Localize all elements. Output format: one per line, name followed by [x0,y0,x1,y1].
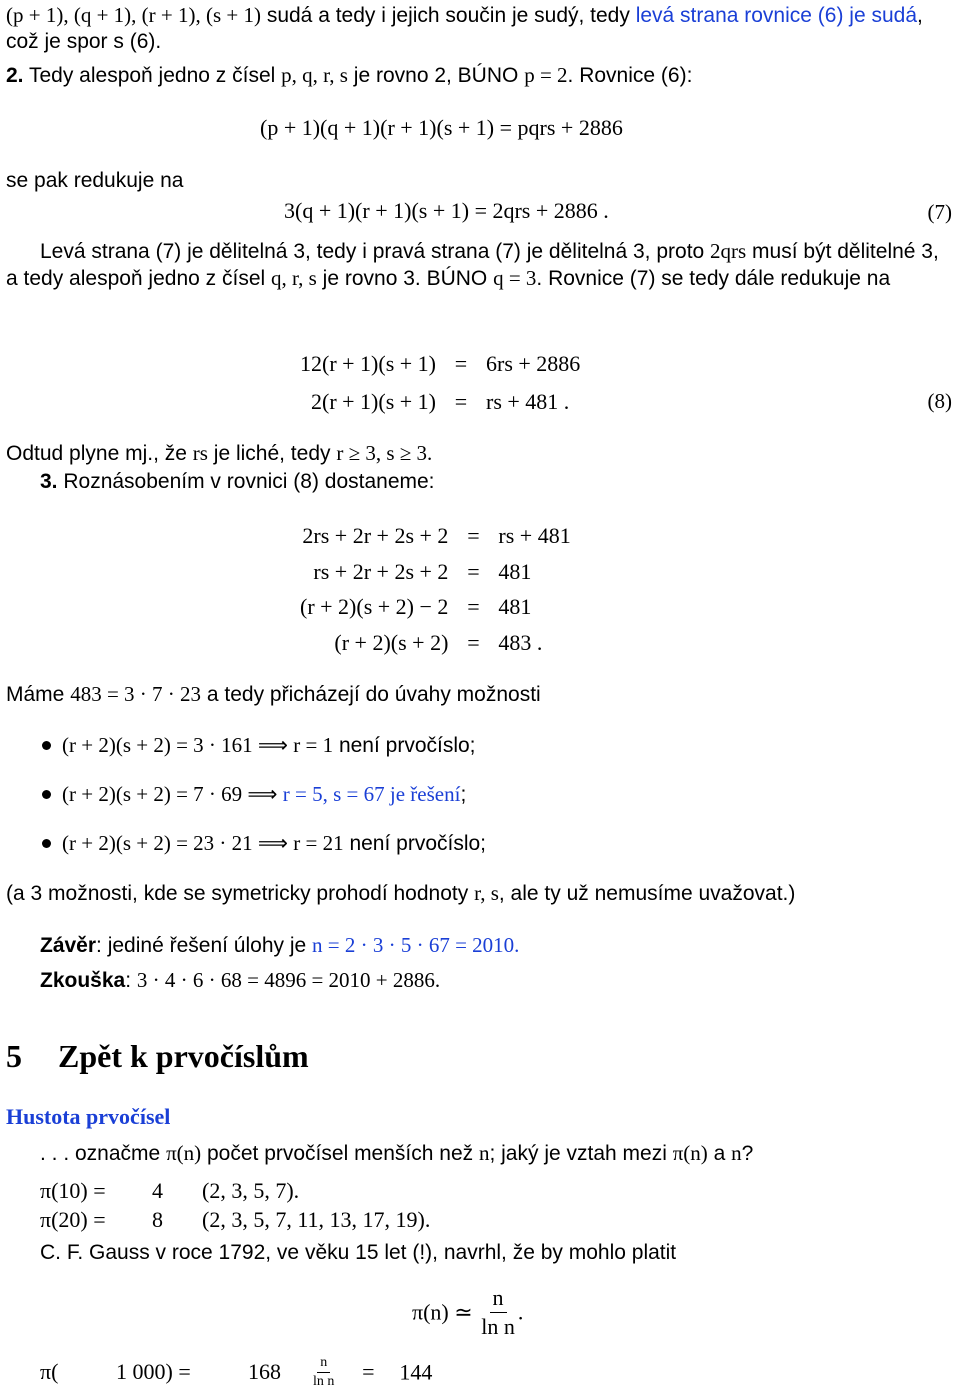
paragraph-symmetry [6,880,954,907]
math-expr: (p + 1), (q + 1), (r + 1), (s + 1) [6,3,261,27]
eq-lhs: (r + 2)(s + 2) − 2 [300,593,448,621]
equals: = [337,1358,399,1386]
math-expr: r ≥ 3, s ≥ 3. [336,441,432,465]
pi-primes: (2, 3, 5, 7). [202,1178,299,1203]
math-expr: (r + 2)(s + 2) = 3 · 161 ⟹ r = 1 [62,733,333,757]
paragraph-question [40,1140,954,1167]
approx-end: . [518,1299,524,1324]
eq-lhs: 2(r + 1)(s + 1) [300,388,436,416]
bullet-icon [42,790,51,799]
conclusion-result: n = 2 · 3 · 5 · 67 = 2010. [312,933,519,957]
pi-table-row [40,1354,432,1390]
text: : [125,969,137,992]
pi-lhs: π(10) = [40,1177,152,1205]
math-expr: 3 · 4 · 6 · 68 = 4896 = 2010 + 2886. [137,968,440,992]
paragraph-parity [6,2,954,56]
eq-rel: = [448,522,498,550]
text: Levá strana (7) je dělitelná 3, tedy i pravá strana (7) je dělitelná 3, proto [40,240,710,263]
eq-rhs: 6rs + 2886 [486,350,580,378]
text: , což je spor s (6). [6,4,923,53]
step-number: 2. [6,64,24,87]
pi-example [40,1206,430,1234]
eq-rel: = [448,593,498,621]
pi-open: π( [40,1358,116,1386]
section-title: Zpět k prvočíslům [58,1038,309,1074]
eq-lhs: 2rs + 2r + 2s + 2 [300,522,448,550]
equation-number-7: (7) [928,199,953,225]
text: počet prvočísel menších než [201,1142,479,1165]
math-expr: p, q, r, s [281,63,348,87]
eq-rel: = [448,558,498,586]
step-number: 3. [40,470,58,493]
pi-argument: 1 000) = [116,1358,248,1386]
text: je liché, tedy [208,442,336,465]
eq-rel: = [436,388,486,416]
text: . . . označme [40,1142,166,1165]
text: : jediné řešení úlohy je [96,934,312,957]
text: a tedy přicházejí do úvahy možnosti [201,683,541,706]
fraction-denominator: ln n [310,1373,337,1390]
math-expr: 483 = 3 · 7 · 23 [70,682,201,706]
text: není prvočíslo; [333,734,475,757]
text: sudá a tedy i jejich součin je sudý, tedy [261,4,636,27]
fraction-numerator: n [490,1284,507,1313]
eq-rel: = [436,350,486,378]
math-expr: 2qrs [710,239,746,263]
approx-count: 144 [399,1359,432,1384]
eq-lhs: rs + 2r + 2s + 2 [300,558,448,586]
eq-rhs: 483 . [498,629,570,657]
conclusion-label: Závěr [40,934,96,957]
highlight-link: levá strana rovnice (6) je sudá [636,4,917,27]
text: Máme [6,683,70,706]
fraction [310,1354,337,1390]
math-expr: π(n) [166,1141,201,1165]
approx-lhs: π(n) ≃ [412,1299,473,1324]
bullet-icon [42,741,51,750]
text: ; jaký je vztah mezi [489,1142,672,1165]
eq-lhs: 12(r + 1)(s + 1) [300,350,436,378]
text: a [708,1142,731,1165]
math-expr: n [479,1141,490,1165]
pi-example [40,1177,299,1205]
prime-number-approximation [412,1284,523,1340]
bullet-icon [42,839,51,848]
subsection-heading: Hustota prvočísel [6,1103,170,1131]
paragraph-divisibility [6,238,954,293]
eq-rhs: 481 [498,593,570,621]
conclusion [40,932,954,959]
math-expr: p = 2 [524,63,567,87]
paragraph-factorization [6,681,954,708]
math-expr: rs [193,441,208,465]
text: Tedy alespoň jedno z čísel [24,64,282,87]
equation-expansion [300,522,571,656]
text: není prvočíslo; [344,832,486,855]
text: Odtud plyne mj., že [6,442,193,465]
eq-rhs: rs + 481 . [486,388,580,416]
text: Roznásobením v rovnici (8) dostaneme: [58,470,435,493]
pi-count: 168 [248,1358,310,1386]
text: , ale ty už nemusíme uvažovat.) [499,882,795,905]
eq-rhs: 481 [498,558,570,586]
fraction-numerator: n [317,1354,330,1373]
text: . Rovnice (6): [568,64,693,87]
math-expr: r, s [474,881,499,905]
eq-rel: = [448,629,498,657]
equation-6: (p + 1)(q + 1)(r + 1)(s + 1) = pqrs + 2886 [260,114,623,142]
text: je rovno 2, BÚNO [348,64,524,87]
text: ; [460,783,466,806]
equation-7: 3(q + 1)(r + 1)(s + 1) = 2qrs + 2886 . [284,197,609,225]
paragraph-step-2 [6,62,954,89]
pi-value: 8 [152,1206,202,1234]
equation-8 [300,350,580,415]
math-expr: π(n) [673,1141,708,1165]
math-expr: (r + 2)(s + 2) = 7 · 69 ⟹ [62,782,283,806]
highlight-solution: r = 5, s = 67 je řešení [283,782,461,806]
equation-number-8: (8) [928,388,953,414]
fraction-denominator: ln n [478,1313,518,1341]
text-reduces: se pak redukuje na [6,168,954,194]
verification-label: Zkouška [40,969,125,992]
math-expr: (r + 2)(s + 2) = 23 · 21 ⟹ r = 21 [62,831,344,855]
text: (a 3 možnosti, kde se symetricky prohodí hodnoty [6,882,474,905]
paragraph-odd [6,440,954,467]
text: je rovno 3. BÚNO [317,267,493,290]
math-expr: q = 3 [493,266,536,290]
pi-primes: (2, 3, 5, 7, 11, 13, 17, 19). [202,1207,430,1232]
math-expr: q, r, s [271,266,317,290]
fraction [478,1284,518,1340]
text: . Rovnice (7) se tedy dále redukuje na [536,267,890,290]
paragraph-gauss: C. F. Gauss v roce 1792, ve věku 15 let (!), navrhl, že by mohlo platit [40,1240,954,1266]
text: ? [742,1142,754,1165]
math-expr: n [731,1141,742,1165]
section-heading [6,1036,309,1076]
section-number: 5 [6,1036,58,1076]
paragraph-step-3 [40,469,954,495]
verification [40,967,954,994]
eq-rhs: rs + 481 [498,522,570,550]
pi-value: 4 [152,1177,202,1205]
pi-lhs: π(20) = [40,1206,152,1234]
text: musí být dělitelné 3, a tedy alespoň jedno z čísel [6,240,939,290]
eq-lhs: (r + 2)(s + 2) [300,629,448,657]
